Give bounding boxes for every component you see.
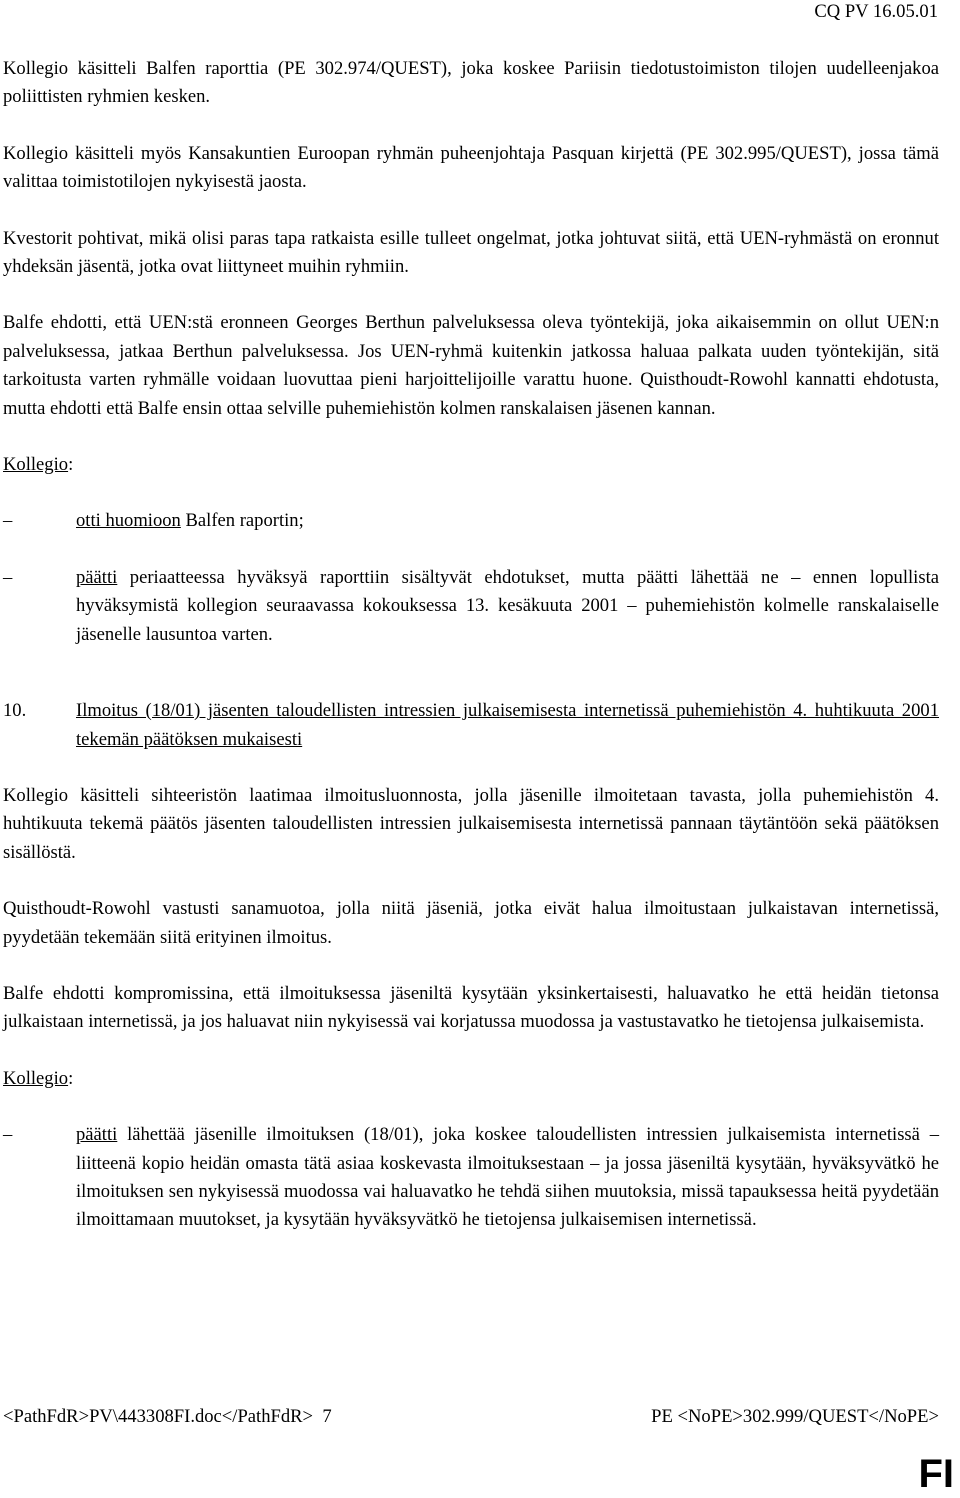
decision-item: – päätti lähettää jäsenille ilmoituksen (18/01), joka koskee taloudellisten intressien julkaisemista internetissä – liitteenä kopio heidän omasta tätä asiaa koskevasta ilmoituksestaan – ja jossa jäseniltä kysytään, hyväksyvätkö he ilmoituksen sen nykyisessä muodossa vai haluavatko he tehdä siihen muutoksia, missä tapauksessa heitä pyydetään ilmoittamaan muutokset, ja kysytään hyväksyvätkö he tietojensa julkaisemisen internetissä. xyxy=(3,1124,939,1231)
page-footer xyxy=(3,1403,939,1431)
footer-path: <PathFdR>PV\443308FI.doc</PathFdR> xyxy=(3,1406,314,1427)
page-number: 7 xyxy=(322,1406,332,1427)
paragraph-balfe-compromise: Balfe ehdotti kompromissina, että ilmoituksessa jäseniltä kysytään yksinkertaisesti, haluavatko he että heidän tietonsa julkaistaan internetissä, ja jos haluavat niin nykyisessä vai korjatussa muodossa ja vastustavatko he tietojensa julkaisemista. xyxy=(3,982,939,1033)
paragraph-balfe-report: Kollegio käsitteli Balfen raporttia (PE 302.974/QUEST), joka koskee Pariisin tiedotustoimiston tilojen uudelleenjakoa poliittisten ryhmien kesken. xyxy=(3,58,939,108)
section-title: Ilmoitus (18/01) jäsenten taloudellisten intressien julkaisemisesta internetissä puhemiehistön 4. huhtikuuta 2001 tekemän päätöksen mukaisesti xyxy=(76,700,939,750)
document-body xyxy=(3,55,939,1235)
decision-item: – päätti periaatteessa hyväksyä raporttiin sisältyvät ehdotukset, mutta päätti lähettää ne – ennen lopullista hyväksymistä kollegion seuraavassa kokouksessa 13. kesäkuuta 2001 – puhemiehistön kolmelle ranskalaiselle jäsenelle lausuntoa varten. xyxy=(3,566,939,645)
paragraph-pasqua-letter: Kollegio käsitteli myös Kansakuntien Euroopan ryhmän puheenjohtaja Pasquan kirjettä (PE 302.995/QUEST), jossa tämä valittaa toimistotilojen nykyisestä jaosta. xyxy=(3,142,939,193)
decision-label: Kollegio: xyxy=(3,454,74,476)
document-reference: CQ PV 16.05.01 xyxy=(814,1,938,22)
footer-document-number: PE <NoPE>302.999/QUEST</NoPE> xyxy=(651,1406,939,1427)
paragraph-quaestors: Kvestorit pohtivat, mikä olisi paras tapa ratkaista esille tulleet ongelmat, jotka johtuvat siitä, että UEN-ryhmästä on eronnut yhdeksän jäsentä, jotka ovat liittyneet muihin ryhmiin. xyxy=(3,227,939,278)
decision-item: – otti huomioon Balfen raportin; xyxy=(3,510,304,532)
paragraph-secretariat-draft: Kollegio käsitteli sihteeristön laatimaa ilmoitusluonnosta, jolla jäsenille ilmoitetaan tavasta, jolla puhemiehistön 4. huhtikuuta tekemä päätös jäsenten taloudellisten intressien julkaisemisesta internetissä pannaan täytäntöön sekä päätöksen sisällöstä. xyxy=(3,784,939,863)
decision-label: Kollegio: xyxy=(3,1067,74,1089)
section-heading: 10. Ilmoitus (18/01) jäsenten taloudellisten intressien julkaisemisesta internetissä puhemiehistön 4. huhtikuuta 2001 tekemän päätöksen mukaisesti xyxy=(3,697,939,754)
language-code: FI xyxy=(918,1452,954,1496)
footer-left xyxy=(3,1403,332,1431)
paragraph-balfe-proposal: Balfe ehdotti, että UEN:stä eronneen Georges Berthun palveluksessa oleva työntekijä, joka aikaisemmin on ollut UEN:n palveluksessa, jatkaa Berthun palveluksessa. Jos UEN-ryhmä kuitenkin jatkossa haluaa palkata uuden työntekijän, sitä tarkoitusta varten ryhmälle voidaan luovuttaa pieni harjoittelijoille varattu huone. Quisthoudt-Rowohl kannatti ehdotusta, mutta ehdotti että Balfe ensin ottaa selville puhemiehistön kolmen ranskalaisen jäsenen kannan. xyxy=(3,312,939,419)
paragraph-quisthoudt-objection: Quisthoudt-Rowohl vastusti sanamuotoa, jolla niitä jäseniä, jotka eivät halua ilmoitustaan julkaistavan internetissä, pyydetään tekemään siitä erityinen ilmoitus. xyxy=(3,898,939,948)
